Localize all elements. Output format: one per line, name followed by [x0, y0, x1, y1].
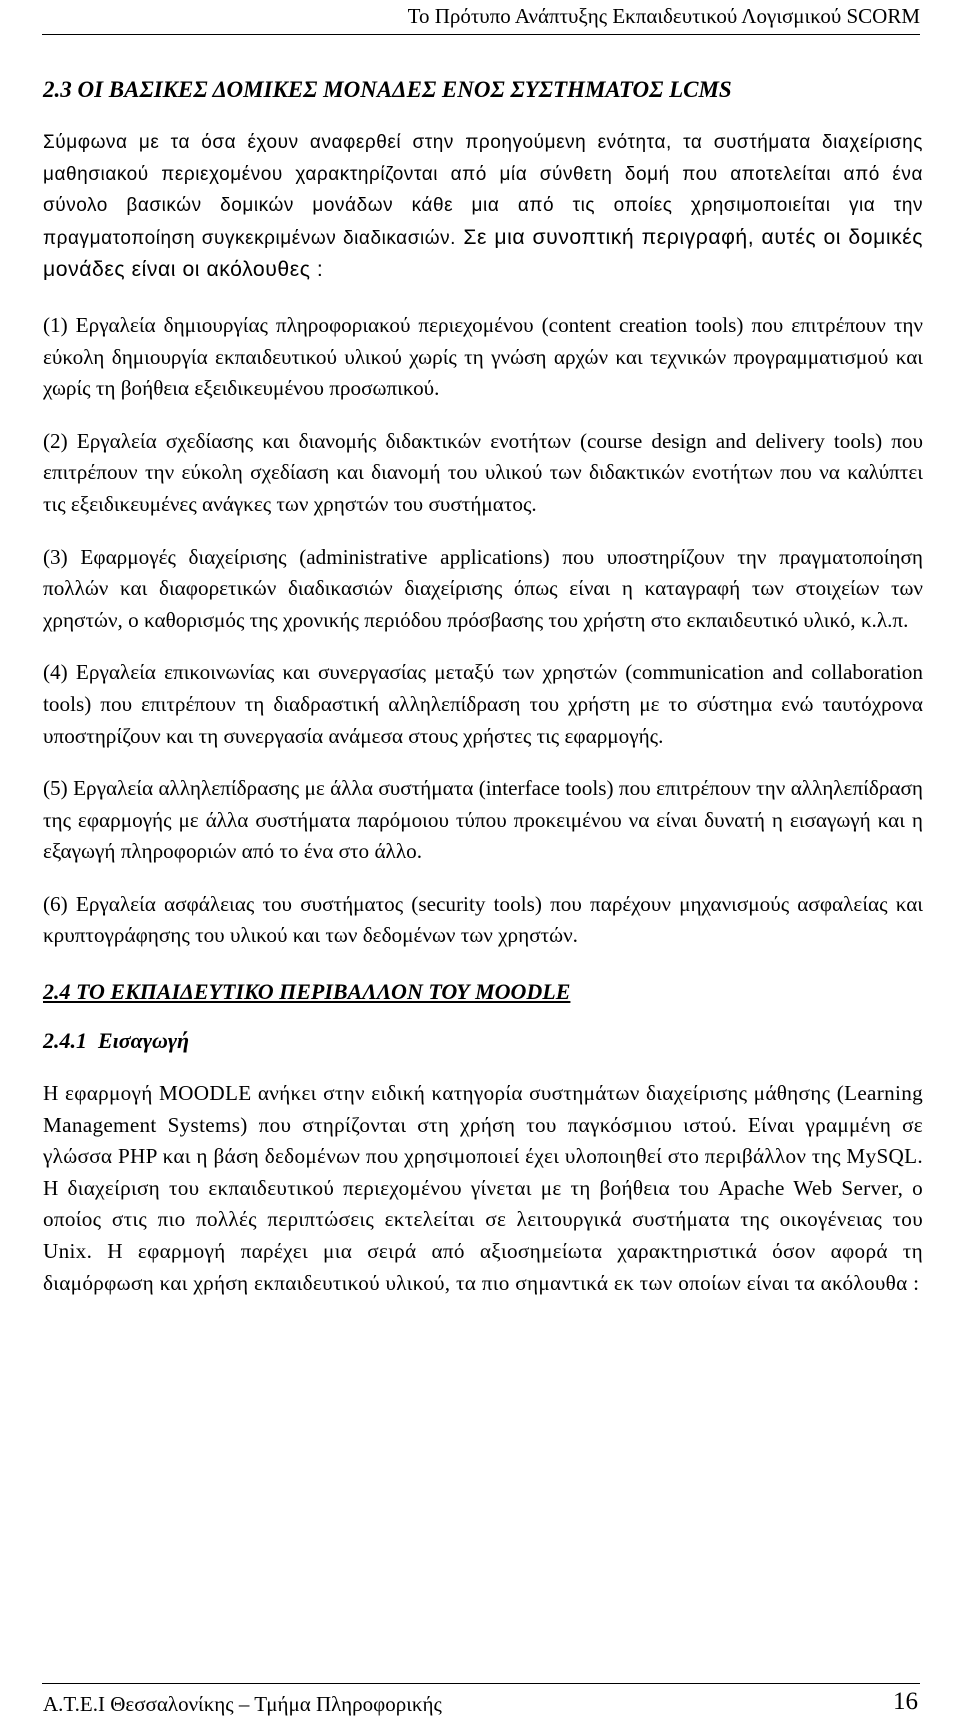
list-item-1: (1) Εργαλεία δημιουργίας πληροφοριακού περιεχομένου (content creation tools) που επιτρέπουν την εύκολη δημιουργία εκπαιδευτικού υλικού χωρίς τη γνώση αρχών και τεχνικών προγραμματισμού και χωρίς τη βοήθεια εξειδικευμένου προσωπικού. [43, 312, 923, 401]
section-heading-2-3: 2.3 ΟΙ ΒΑΣΙΚΕΣ ΔΟΜΙΚΕΣ ΜΟΝΑΔΕΣ ΕΝΟΣ ΣΥΣΤΗΜΑΤΟΣ LCMS [43, 77, 732, 102]
list-item-2: (2) Εργαλεία σχεδίασης και διανομής διδακτικών ενοτήτων (course design and delivery tools) που επιτρέπουν την εύκολη σχεδίαση και διανομή του υλικού των διδακτικών ενοτήτων που να καλύπτει τις εξειδικευμένες ανάγκες των χρηστών του συστήματος. [43, 428, 923, 516]
list-item-3: (3) Εφαρμογές διαχείρισης (administrative applications) που υποστηρίζουν την πραγματοποίηση πολλών και διαφορετικών διαδικασιών διαχείρισης όπως είναι η καταγραφή των στοιχείων των χρηστών, ο καθορισμός της χρονικής περιόδου πρόσβασης του χρήστη στο εκπαιδευτικό υλικό, κ.λ.π. [43, 544, 923, 632]
footer-divider [42, 1683, 920, 1684]
header-divider [42, 34, 920, 35]
list-item-4: (4) Εργαλεία επικοινωνίας και συνεργασίας μεταξύ των χρηστών (communication and collaboration tools) που επιτρέπουν τη διαδραστική αλληλεπίδραση του χρήστη με το σύστημα ενώ ταυτόχρονα υποστηρίζουν και τη συνεργασία ανάμεσα στους χρήστες τις εφαρμογής. [43, 660, 923, 748]
moodle-intro-paragraph: Η εφαρμογή MOODLE ανήκει στην ειδική κατηγορία συστημάτων διαχείρισης μάθησης (Learning Management Systems) που στηρίζονται στη χρήση του παγκόσμιου ιστού. Είναι γραμμένη σε γλώσσα PHP και η βάση δεδομένων που χρησιμοποιεί έχει υλοποιηθεί στο περιβάλλον της MySQL. Η διαχείριση του εκπαιδευτικού περιεχομένου γίνεται με τη βοήθεια του Apache Web Server, ο οποίος στις πιο πολλές περιπτώσεις εκτελείται σε λειτουργικά συστήματα της οικογένειας του Unix. Η εφαρμογή παρέχει μια σειρά από αξιοσημείωτα χαρακτηριστικά όσον αφορά τη διαμόρφωση και χρήση εκπαιδευτικού υλικού, τα πιο σημαντικά εκ των οποίων είναι τα ακόλουθα : [43, 1081, 923, 1295]
page-body [43, 73, 923, 1299]
intro-serif-text: Σε μια συνοπτική περιγραφή, αυτές οι δομικές μονάδες είναι οι ακόλουθες : [43, 225, 923, 282]
intro-paragraph [43, 127, 923, 287]
page-number: 16 [893, 1688, 918, 1715]
subsection-number: 2.4.1 [43, 1028, 87, 1054]
subsection-title: Εισαγωγή [98, 1028, 190, 1054]
list-item-6: (6) Εργαλεία ασφάλειας του συστήματος (security tools) που παρέχουν μηχανισμούς ασφαλείας και κρυπτογράφησης του υλικού και των δεδομένων των χρηστών. [43, 891, 923, 948]
section-heading-2-4-text: 2.4 ΤΟ ΕΚΠΑΙΔΕΥΤΙΚΟ ΠΕΡΙΒΑΛΛΟΝ ΤΟΥ MOODLE [43, 979, 571, 1005]
running-header: Το Πρότυπο Ανάπτυξης Εκπαιδευτικού Λογισμικού SCORM [407, 4, 920, 28]
intro-sans-text: Σύμφωνα με τα όσα έχουν αναφερθεί στην προηγούμενη ενότητα, τα συστήματα διαχείρισης μαθησιακού περιεχομένου χαρακτηρίζονται από μία σύνθετη δομή που αποτελείται από ένα σύνολο βασικών δομικών μονάδων κάθε μια από τις οποίες χρησιμοποιείται για την πραγματοποίηση συγκεκριμένων διαδικασιών. [43, 132, 923, 249]
subsection-heading-2-4-1 [43, 1025, 923, 1057]
section-heading-2-4 [43, 976, 923, 1008]
footer-institution: Α.Τ.Ε.Ι Θεσσαλονίκης – Τμήμα Πληροφορικής [43, 1692, 442, 1716]
list-item-5: (5) Εργαλεία αλληλεπίδρασης με άλλα συστήματα (interface tools) που επιτρέπουν την αλληλεπίδραση της εφαρμογής με άλλα συστήματα παρόμοιου τύπου προκειμένου να είναι δυνατή η εισαγωγή και η εξαγωγή πληροφοριών από το ένα στο άλλο. [43, 776, 923, 864]
